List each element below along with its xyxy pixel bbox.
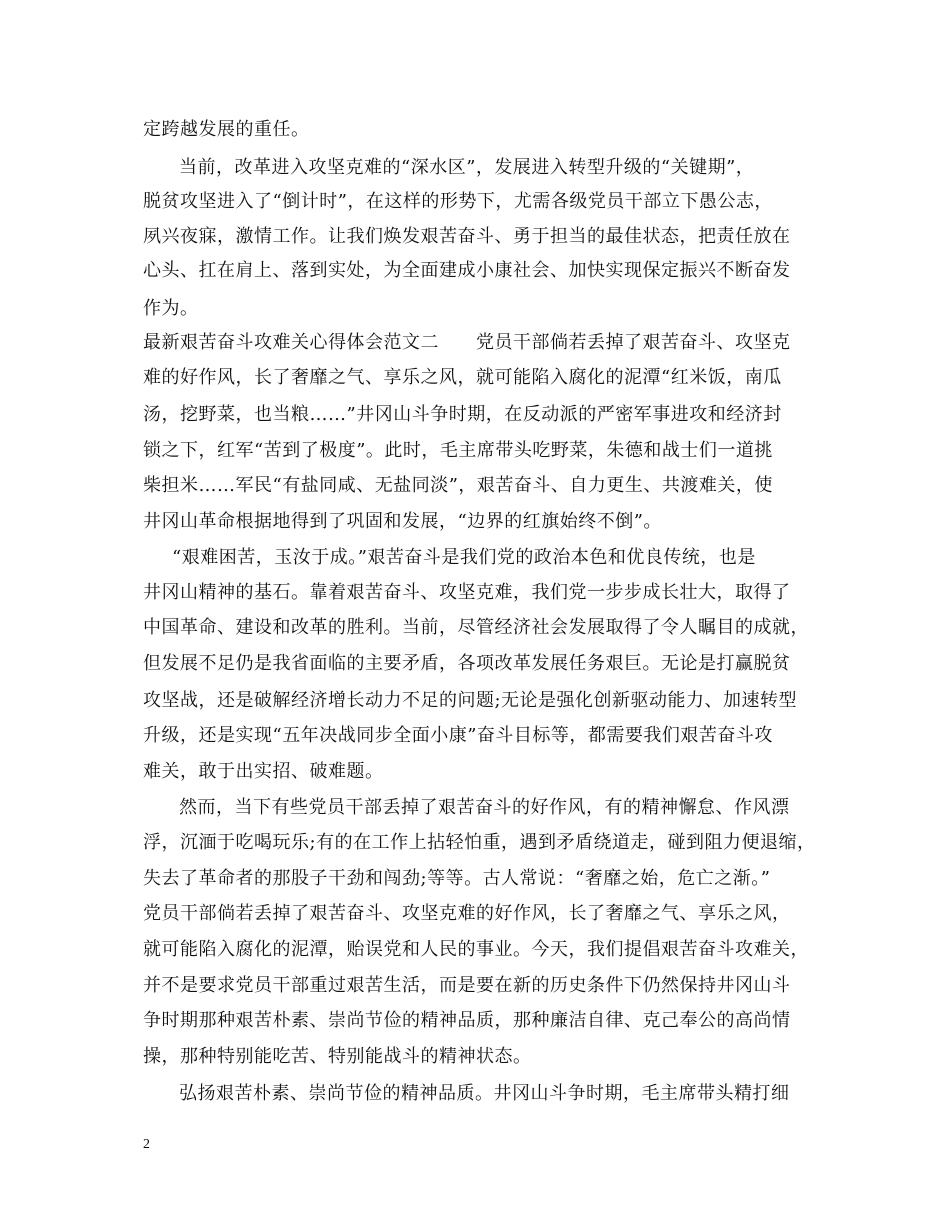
- text-line: 汤，挖野菜，也当粮……”井冈山斗争时期，在反动派的严密军事进攻和经济封: [143, 404, 782, 425]
- text-line: 难关，敢于出实招、破难题。: [143, 761, 384, 782]
- text-line: 升级，还是实现“五年决战同步全面小康”奋斗目标等，都需要我们艰苦奋斗攻: [143, 725, 773, 746]
- text-line: 党员干部倘若丢掉了艰苦奋斗、攻坚克难的好作风，长了奢靡之气、享乐之风，: [143, 903, 791, 924]
- text-line: 夙兴夜寐，激情工作。让我们焕发艰苦奋斗、勇于担当的最佳状态，把责任放在: [143, 226, 791, 247]
- text-line: 浮，沉湎于吃喝玩乐;有的在工作上拈轻怕重，遇到矛盾绕道走，碰到阻力便退缩，: [143, 832, 816, 853]
- text-line: 定跨越发展的重任。: [143, 119, 310, 140]
- text-line: “艰难困苦，玉汝于成。”艰苦奋斗是我们党的政治本色和优良传统，也是: [172, 547, 756, 568]
- text-line: 柴担米……军民“有盐同咸、无盐同淡”，艰苦奋斗、自力更生、共渡难关，使: [143, 475, 773, 496]
- text-line: 操，那种特别能吃苦、特别能战斗的精神状态。: [143, 1046, 532, 1067]
- text-line: 并不是要求党员干部重过艰苦生活，而是要在新的历史条件下仍然保持井冈山斗: [143, 975, 791, 996]
- section-heading-line: 最新艰苦奋斗攻难关心得体会范文二 党员干部倘若丢掉了艰苦奋斗、攻坚克: [143, 332, 791, 353]
- text-line: 弘扬艰苦朴素、崇尚节俭的精神品质。井冈山斗争时期，毛主席带头精打细: [179, 1083, 790, 1104]
- text-line: 锁之下，红军“苦到了极度”。此时，毛主席带头吃野菜，朱德和战士们一道挑: [143, 440, 773, 461]
- text-line: 但发展不足仍是我省面临的主要矛盾，各项改革发展任务艰巨。无论是打赢脱贫: [143, 653, 791, 674]
- text-line: 井冈山精神的基石。靠着艰苦奋斗、攻坚克难，我们党一步步成长壮大，取得了: [143, 582, 791, 603]
- text-line: 脱贫攻坚进入了“倒计时”，在这样的形势下，尤需各级党员干部立下愚公志，: [143, 191, 773, 212]
- text-line: 当前，改革进入攻坚克难的“深水区”，发展进入转型升级的“关键期”，: [179, 157, 755, 178]
- text-line: 作为。: [143, 298, 199, 319]
- text-line: 心头、扛在肩上、落到实处，为全面建成小康社会、加快实现保定振兴不断奋发: [143, 260, 791, 281]
- text-line: 争时期那种艰苦朴素、崇尚节俭的精神品质，那种廉洁自律、克己奉公的高尚情: [143, 1010, 791, 1031]
- text-line: 井冈山革命根据地得到了巩固和发展，“边界的红旗始终不倒”。: [143, 511, 662, 532]
- text-line: 就可能陷入腐化的泥潭，贻误党和人民的事业。今天，我们提倡艰苦奋斗攻难关，: [143, 939, 809, 960]
- page-number: 2: [143, 1137, 150, 1152]
- text-line: 难的好作风，长了奢靡之气、享乐之风，就可能陷入腐化的泥潭“红米饭，南瓜: [143, 367, 782, 388]
- text-line: 中国革命、建设和改革的胜利。当前，尽管经济社会发展取得了令人瞩目的成就，: [143, 617, 809, 638]
- text-line: 然而，当下有些党员干部丢掉了艰苦奋斗的好作风，有的精神懈怠、作风漂: [179, 797, 790, 818]
- text-line: 攻坚战，还是破解经济增长动力不足的问题;无论是强化创新驱动能力、加速转型: [143, 690, 798, 711]
- text-line: 失去了革命者的那股子干劲和闯劲;等等。古人常说：“奢靡之始，危亡之渐。”: [143, 868, 771, 889]
